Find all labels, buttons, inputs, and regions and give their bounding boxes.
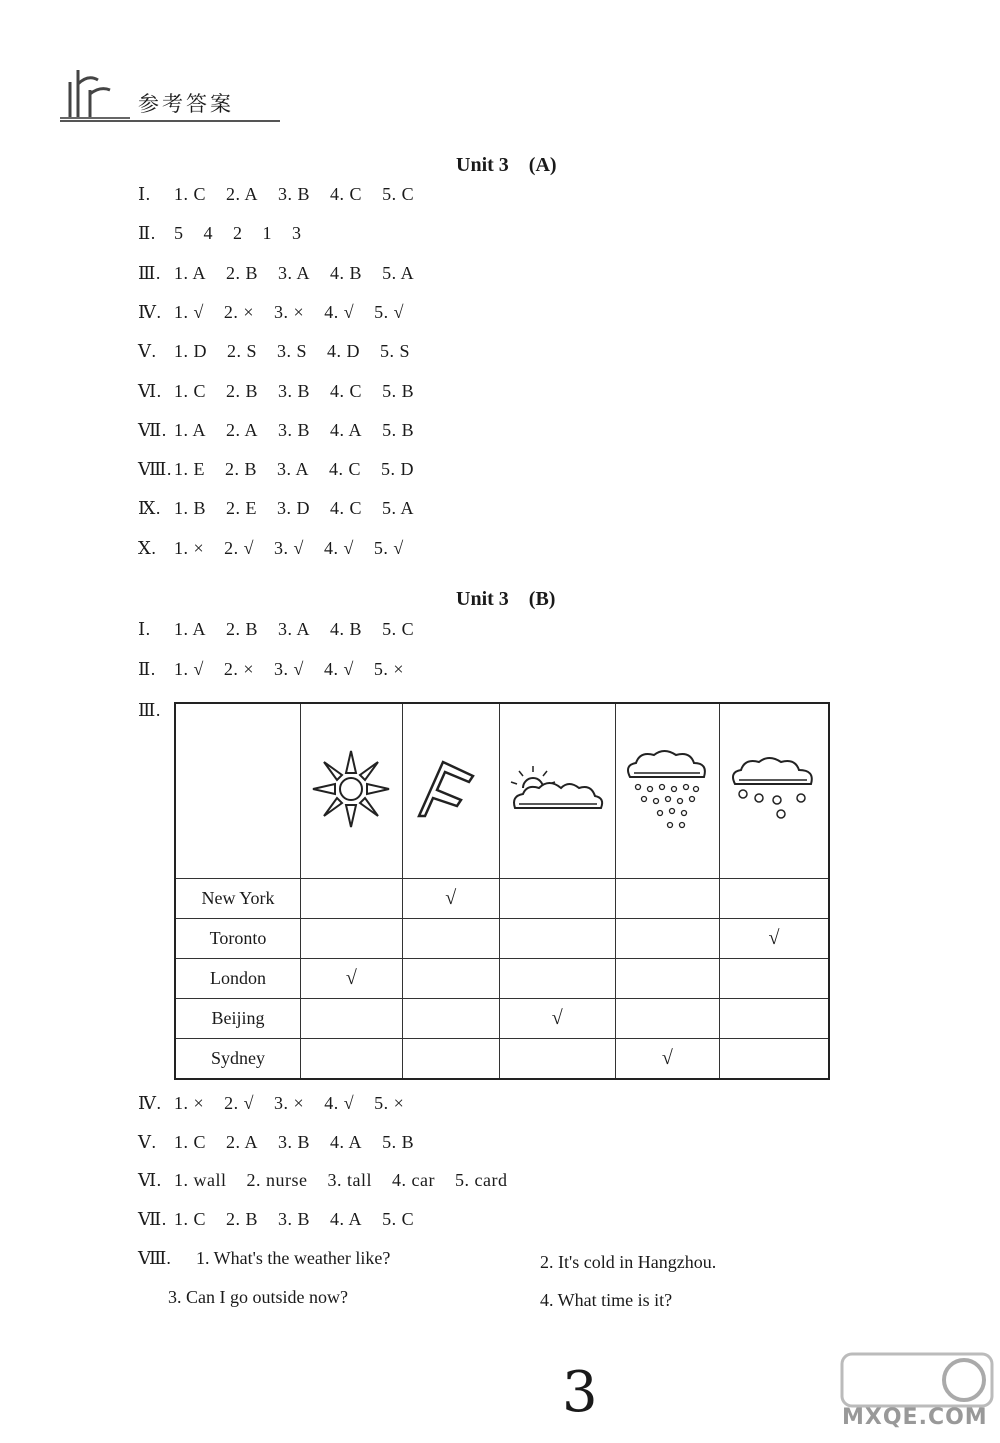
wind-flag-icon [402, 703, 499, 879]
weather-cell [402, 918, 499, 958]
answer-item: 3. B [278, 1208, 311, 1229]
answer-item: 5. C [382, 184, 415, 204]
header-title: 参考答案 [138, 92, 234, 116]
unit-b-title: Unit 3 (B) [456, 588, 556, 610]
city-name: New York [175, 879, 301, 919]
answer-item: 5. S [380, 341, 411, 362]
answer-item: 5. B [382, 380, 415, 401]
section-label: Ⅱ. [138, 223, 156, 244]
answer-item: 4. car [392, 1170, 435, 1190]
answer-item: 5. D [381, 459, 415, 480]
unit-a-row [138, 263, 434, 284]
answer-item: 1. √ [174, 658, 204, 679]
check-mark: √ [345, 966, 357, 989]
weather-cell [301, 879, 403, 919]
viii-answer-1: 1. What's the weather like? [196, 1248, 391, 1268]
weather-cell [301, 958, 403, 998]
sun-cloud-icon [499, 703, 615, 879]
unit-b-row [138, 1132, 434, 1153]
weather-cell [615, 998, 719, 1038]
answer-item: 5. × [374, 1093, 405, 1113]
answer-item: 2. √ [224, 537, 255, 558]
section-label: Ⅴ. [138, 341, 157, 362]
answer-item: 4. B [330, 619, 363, 639]
answer-item: 3. √ [274, 537, 304, 558]
answer-item: 1. wall [174, 1170, 227, 1190]
section-label: Ⅹ. [138, 537, 157, 558]
answer-item: 3. tall [327, 1170, 372, 1190]
section-label: Ⅳ. [138, 1093, 162, 1113]
answer-item: 3. A [278, 262, 311, 283]
answer-item: 5. √ [374, 301, 404, 322]
weather-cell [615, 958, 719, 998]
answer-item: 3. B [278, 1131, 311, 1152]
answer-item: 1. D [174, 341, 207, 362]
answer-item: 5. C [382, 1208, 415, 1229]
answer-item: 1. B [174, 498, 207, 519]
weather-cell [615, 879, 719, 919]
weather-cell [615, 1038, 719, 1079]
section-label: Ⅲ. [138, 262, 161, 283]
answer-item: 4. √ [324, 301, 355, 322]
answer-item: 2. E [226, 498, 258, 519]
answer-item: 1. C [174, 184, 207, 204]
answer-item: 4. D [327, 341, 361, 362]
section-label: Ⅶ. [138, 1208, 167, 1229]
check-mark: √ [445, 886, 457, 909]
check-mark: √ [661, 1046, 673, 1069]
answer-item: 3. B [278, 184, 311, 204]
weather-cell [301, 998, 403, 1038]
answer-item: 1. A [174, 619, 207, 639]
weather-cell [499, 918, 615, 958]
unit-a-row [138, 459, 434, 480]
answer-item: 3. A [278, 619, 311, 639]
answer-item: 4. C [330, 184, 363, 204]
city-row [175, 1038, 829, 1079]
answer-item: 1. E [174, 459, 205, 480]
city-name: Beijing [175, 998, 301, 1038]
answer-item: 3. A [277, 459, 310, 480]
city-name: Toronto [175, 918, 301, 958]
answer-item: 4. C [330, 380, 363, 401]
answer-item: 3. × [274, 301, 305, 322]
corner-cell [175, 703, 301, 879]
answer-item: 4. A [330, 1131, 363, 1152]
check-mark: √ [551, 1006, 563, 1029]
city-row [175, 918, 829, 958]
viii-answer-4: 4. What time is it? [540, 1290, 673, 1310]
answer-item: 1. √ [174, 301, 204, 322]
unit-b-row [138, 1209, 434, 1230]
answer-item: 2. B [226, 619, 259, 639]
answer-item: 2. A [226, 419, 259, 440]
weather-cell [499, 879, 615, 919]
viii-answer-3: 3. Can I go outside now? [168, 1287, 348, 1307]
weather-cell [499, 958, 615, 998]
city-name: Sydney [175, 1038, 301, 1079]
answer-item: 1. A [174, 419, 207, 440]
unit-a-row [138, 223, 322, 244]
section-label: Ⅰ. [138, 619, 151, 639]
answer-item: 2. B [226, 380, 259, 401]
unit-a-row [138, 498, 434, 519]
weather-cell [719, 998, 829, 1038]
answer-item: 3. B [278, 419, 311, 440]
answer-item: 2. × [223, 658, 255, 679]
answer-item: 2. B [226, 262, 259, 283]
rain-cloud-icon [615, 703, 719, 879]
weather-table [174, 702, 830, 1080]
answer-item: 5. × [373, 658, 404, 679]
answer-item: 1. C [174, 1208, 207, 1229]
answer-item: 1. C [174, 380, 207, 401]
watermark-text: MXQE.COM [842, 1405, 988, 1430]
answer-item: 5. card [454, 1170, 508, 1190]
unit-a-title: Unit 3 (A) [456, 154, 557, 176]
answer-item: 5. B [382, 419, 415, 440]
table-section-label: Ⅲ. [138, 700, 161, 720]
answer-item: 5. B [382, 1131, 415, 1152]
answer-item: 3. B [278, 380, 311, 401]
weather-cell [402, 958, 499, 998]
snow-cloud-icon [719, 703, 829, 879]
answer-item: 4. C [330, 498, 363, 519]
weather-cell [719, 958, 829, 998]
answer-item: 5. √ [373, 537, 404, 558]
section-label: Ⅰ. [138, 184, 151, 204]
answer-item: 4. A [330, 1208, 363, 1229]
answer-item: 2. × [223, 301, 255, 322]
weather-cell [615, 918, 719, 958]
answer-item: 2 [233, 223, 243, 244]
answer-item: 5 [174, 223, 184, 244]
section-label: Ⅱ. [138, 658, 156, 679]
answer-item: 5. C [382, 619, 415, 639]
answer-item: 3 [292, 223, 302, 244]
section-label: Ⅳ. [138, 301, 162, 322]
answer-item: 1. × [174, 1093, 205, 1113]
unit-a-row [138, 381, 434, 402]
answer-item: 2. B [226, 1208, 259, 1229]
page-number: 3 [562, 1360, 598, 1425]
answer-item: 2. A [226, 184, 259, 204]
city-row [175, 998, 829, 1038]
answer-item: 4. √ [324, 1093, 355, 1113]
answer-item: 1. C [174, 1131, 207, 1152]
answer-item: 2. A [226, 1131, 259, 1152]
weather-cell [499, 1038, 615, 1079]
section-label: Ⅶ. [138, 419, 167, 440]
section-label: Ⅴ. [138, 1131, 157, 1152]
sun-icon [301, 703, 403, 879]
city-row [175, 879, 829, 919]
unit-b-row [138, 619, 434, 640]
answer-item: 2. √ [224, 1093, 255, 1113]
header-logo-icon [60, 60, 130, 122]
unit-a-row [138, 184, 434, 205]
answer-item: 5. A [382, 262, 415, 283]
section-label: Ⅸ. [138, 498, 161, 519]
answer-item: 5. A [382, 498, 415, 519]
section-label: Ⅷ. [138, 459, 172, 480]
weather-cell [301, 918, 403, 958]
unit-a-row [138, 341, 430, 362]
answer-item: 1. × [174, 537, 205, 558]
answer-item: 2. B [225, 459, 258, 480]
weather-cell [402, 998, 499, 1038]
answer-item: 3. S [277, 341, 308, 362]
weather-cell [719, 918, 829, 958]
section-label: Ⅵ. [138, 380, 162, 401]
unit-a-row [138, 302, 424, 323]
unit-b-row [138, 1170, 527, 1191]
city-name: London [175, 958, 301, 998]
header-rule [60, 120, 280, 122]
weather-cell [719, 1038, 829, 1079]
city-row [175, 958, 829, 998]
answer-item: 3. √ [274, 658, 304, 679]
check-mark: √ [768, 926, 780, 949]
answer-item: 2. S [227, 341, 258, 362]
answer-item: 2. nurse [246, 1170, 308, 1190]
weather-icon-row [175, 703, 829, 879]
answer-item: 4. A [330, 419, 363, 440]
answer-item: 4. √ [323, 658, 354, 679]
answer-item: 4. √ [323, 537, 354, 558]
answer-item: 1. A [174, 262, 207, 283]
unit-a-row [138, 420, 434, 441]
answer-item: 3. D [277, 498, 311, 519]
unit-b-row [138, 659, 424, 680]
unit-b-row [138, 1093, 424, 1114]
answer-item: 4. C [329, 459, 362, 480]
answer-item: 1 [262, 223, 272, 244]
viii-answer-2: 2. It's cold in Hangzhou. [540, 1252, 717, 1272]
answer-item: 3. × [274, 1093, 305, 1113]
unit-a-row [138, 538, 424, 559]
viii-label: Ⅷ. [138, 1248, 171, 1268]
weather-cell [719, 879, 829, 919]
weather-cell [301, 1038, 403, 1079]
answer-item: 4 [203, 223, 213, 244]
weather-cell [402, 1038, 499, 1079]
weather-cell [402, 879, 499, 919]
weather-cell [499, 998, 615, 1038]
section-label: Ⅵ. [138, 1170, 162, 1190]
answer-item: 4. B [330, 262, 363, 283]
